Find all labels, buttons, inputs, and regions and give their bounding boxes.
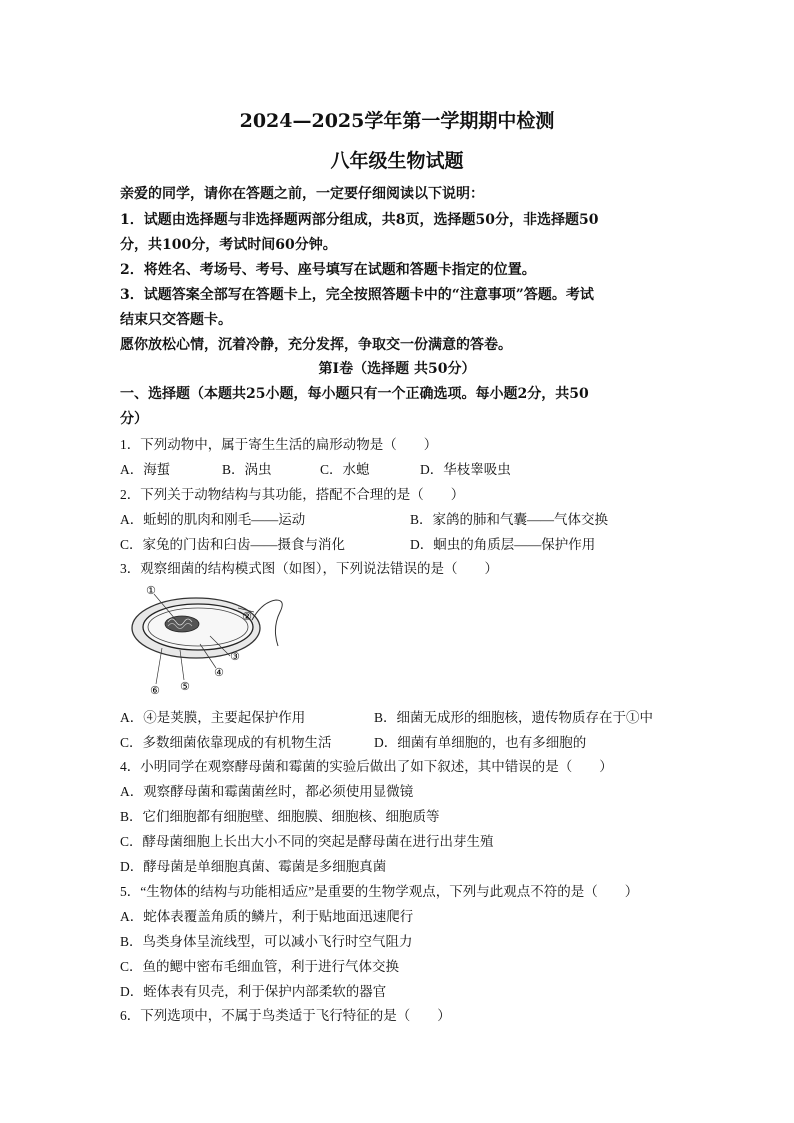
question-3-option-d: D．细菌有单细胞的，也有多细胞的 <box>374 735 587 750</box>
question-4-stem: 4．小明同学在观察酵母菌和霉菌的实验后做出了如下叙述，其中错误的是（ ） <box>120 759 613 774</box>
question-2-option-d: D．蛔虫的角质层——保护作用 <box>410 537 596 552</box>
question-6-stem: 6．下列选项中，不属于鸟类适于飞行特征的是（ ） <box>120 1008 451 1023</box>
exam-title: 2024—2025学年第一学期期中检测 <box>239 110 555 132</box>
question-1-option-c: C．水螅 <box>320 462 370 477</box>
question-5-option-d: D．蛭体表有贝壳，利于保护内部柔软的器官 <box>120 984 387 999</box>
instruction-1-line-1: 1．试题由选择题与非选择题两部分组成，共8页，选择题50分，非选择题50 <box>120 212 599 228</box>
instruction-1-line-2: 分，共100分，考试时间60分钟。 <box>120 237 337 253</box>
figure-label-3: ③ <box>230 650 240 663</box>
question-5-option-c: C．鱼的鳃中密布毛细血管，利于进行气体交换 <box>120 959 400 974</box>
question-5-option-a: A．蛇体表覆盖角质的鳞片，利于贴地面迅速爬行 <box>120 909 414 924</box>
question-5-option-b: B．鸟类身体呈流线型，可以减小飞行时空气阻力 <box>120 934 413 949</box>
section-heading-line-1: 一、选择题（本题共25小题，每小题只有一个正确选项。每小题2分，共50 <box>120 386 589 402</box>
figure-label-6: ⑥ <box>150 684 160 697</box>
question-2-option-c: C．家兔的门齿和臼齿——摄食与消化 <box>120 537 346 552</box>
question-3-option-c: C．多数细菌依靠现成的有机物生活 <box>120 735 332 750</box>
question-1-option-a: A．海蜇 <box>120 462 171 477</box>
question-4-option-b: B．它们细胞都有细胞壁、细胞膜、细胞核、细胞质等 <box>120 809 440 824</box>
figure-label-1: ① <box>146 584 156 597</box>
instruction-2: 2．将姓名、考场号、考号、座号填写在试题和答题卡指定的位置。 <box>120 262 536 278</box>
figure-label-5: ⑤ <box>180 680 190 693</box>
question-4-option-c: C．酵母菌细胞上长出大小不同的突起是酵母菌在进行出芽生殖 <box>120 834 494 849</box>
question-3-option-b: B．细菌无成形的细胞核，遗传物质存在于①中 <box>374 710 654 725</box>
question-2-option-b: B．家鸽的肺和气囊——气体交换 <box>410 512 609 527</box>
instruction-3-line-1: 3．试题答案全部写在答题卡上，完全按照答题卡中的“注意事项”答题。考试 <box>120 287 594 303</box>
question-3-option-a: A．④是荚膜，主要起保护作用 <box>120 710 306 725</box>
question-1-option-d: D．华枝睾吸虫 <box>420 462 511 477</box>
bacteria-structure-diagram <box>118 580 283 698</box>
question-2-stem: 2．下列关于动物结构与其功能，搭配不合理的是（ ） <box>120 487 465 502</box>
section-heading-line-2: 分） <box>120 411 148 427</box>
figure-label-4: ④ <box>214 666 224 679</box>
figure-label-2: ② <box>242 610 252 623</box>
exam-subtitle: 八年级生物试题 <box>330 150 464 172</box>
section-title: 第Ⅰ卷（选择题 共50分） <box>318 361 476 377</box>
instruction-3-line-2: 结束只交答题卡。 <box>120 312 232 328</box>
question-4-option-a: A．观察酵母菌和霉菌菌丝时，都必须使用显微镜 <box>120 784 414 799</box>
question-2-option-a: A．蚯蚓的肌肉和刚毛——运动 <box>120 512 306 527</box>
question-1-stem: 1．下列动物中，属于寄生生活的扁形动物是（ ） <box>120 437 438 452</box>
question-3-stem: 3．观察细菌的结构模式图（如图），下列说法错误的是（ ） <box>120 561 498 576</box>
question-1-option-b: B．涡虫 <box>222 462 272 477</box>
instructions-wish: 愿你放松心情，沉着冷静，充分发挥，争取交一份满意的答卷。 <box>120 337 512 353</box>
question-4-option-d: D．酵母菌是单细胞真菌、霉菌是多细胞真菌 <box>120 859 387 874</box>
instructions-intro: 亲爱的同学，请你在答题之前，一定要仔细阅读以下说明： <box>120 186 484 202</box>
question-5-stem: 5．“生物体的结构与功能相适应”是重要的生物学观点，下列与此观点不符的是（ ） <box>120 884 639 899</box>
